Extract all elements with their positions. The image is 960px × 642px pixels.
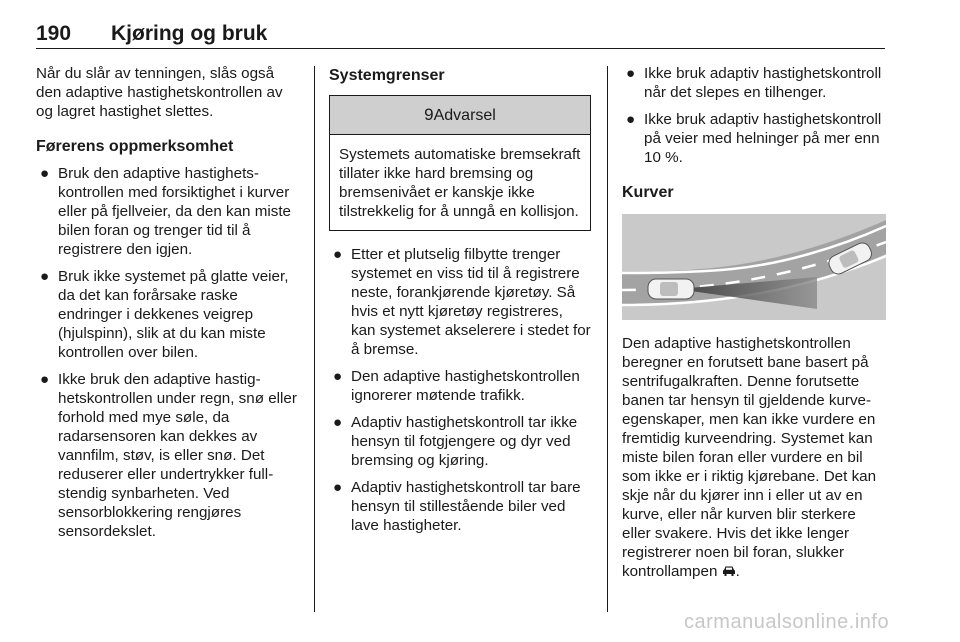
bullet-icon: ●	[40, 268, 50, 285]
page-number: 190	[36, 22, 72, 45]
heading-system-limits: Systemgrenser	[329, 67, 445, 84]
column-3	[622, 64, 886, 581]
bullet-icon: ●	[333, 414, 343, 431]
system-limits-list-continued	[622, 64, 886, 167]
bullet-icon: ●	[333, 246, 343, 263]
warning-icon: 9	[424, 105, 434, 124]
bullet-icon: ●	[40, 165, 50, 182]
bullet-icon: ●	[40, 371, 50, 388]
warning-title: Advarsel	[433, 107, 496, 124]
column-1	[36, 64, 298, 549]
heading-driver-attention: Førerens oppmerksomhet	[36, 138, 234, 155]
page-header	[36, 22, 885, 49]
bullet-icon: ●	[626, 65, 636, 82]
column-divider	[607, 66, 608, 612]
system-limits-list	[329, 245, 591, 535]
list-item: ● Adaptiv hastighetskontroll tar bare hensyn til stillestående biler ved lave hastigheter.	[333, 479, 581, 534]
warning-box	[329, 95, 591, 231]
watermark: carmanualsonline.info	[684, 611, 890, 633]
driver-attention-list	[36, 164, 298, 541]
list-item: ● Ikke bruk adaptiv hastighetskontroll på veier med helninger på mer enn 10 %.	[626, 111, 882, 166]
list-item: ● Den adaptive hastighetskontrollen ignorerer møtende trafikk.	[333, 368, 580, 404]
warning-text: Systemets automatiske bremsekraft tillater ikke hard bremsing og bremsenivået er kanskje ikke tilstrekkelig for å unngå en kollisjon.	[339, 146, 581, 220]
intro-paragraph: Når du slår av tenningen, slås også den adaptive hastighetskontrollen av og lagret hastighet slettes.	[36, 65, 283, 120]
column-divider	[314, 66, 315, 612]
curves-paragraph: Den adaptive hastighetskontrollen beregner en forutsett bane basert på sentrifugalkraften. Denne forutsette banen tar hensyn til gjeldende kurveegenskaper, men kan ikke vurdere en fremtidig kurveendring. Systemet kan miste bilen foran eller vurdere en bil som ikke er i riktig kjørebane. Det kan skje når du kjører inn i eller ut av en kurve, eller når kurven blir sterkere eller svakere. Hvis det ikke lenger registrerer noen bil foran, slukker kontrollampen .	[622, 335, 877, 580]
list-item: ● Bruk ikke systemet på glatte veier, da det kan forårsake raske endringer i dekkenes veigrep (hjulspinn), slik at du kan miste kontrollen over bilen.	[40, 268, 289, 361]
curve-illustration	[622, 214, 886, 320]
list-item: ● Bruk den adaptive hastighetskontrollen med forsiktighet i kurver eller på fjellveier, da den kan miste bilen foran og trenger tid til å registrere den igjen.	[40, 165, 292, 258]
bullet-icon: ●	[626, 111, 636, 128]
list-item: ● Ikke bruk den adaptive hastighetskontrollen under regn, snø eller forhold med mye søle, da radarsensoren kan dekkes av vannfilm, støv, is eller snø. Det reduserer eller undertrykker fullstendig synbarheten. Ved sensorblokkering rengjøres sensordekslet.	[40, 371, 297, 540]
list-item: ● Ikke bruk adaptiv hastighetskontroll når det slepes en tilhenger.	[626, 65, 882, 101]
list-item: ● Etter et plutselig filbytte trenger systemet en viss tid til å registrere neste, forankjørende kjøretøy. Så hvis et nytt kjøretøy registreres, kan systemet akselerere i stedet for å bremse.	[333, 246, 591, 358]
bullet-icon: ●	[333, 479, 343, 496]
heading-curves: Kurver	[622, 184, 674, 201]
warning-header	[330, 96, 590, 135]
curve-illustration-svg	[622, 214, 886, 320]
list-item: ● Adaptiv hastighetskontroll tar ikke hensyn til fotgjengere og dyr ved bremsing og kjøring.	[333, 414, 578, 469]
section-title: Kjøring og bruk	[111, 22, 268, 45]
own-car	[648, 279, 694, 299]
bullet-icon: ●	[333, 368, 343, 385]
car-icon	[722, 565, 736, 577]
column-2	[329, 64, 591, 543]
